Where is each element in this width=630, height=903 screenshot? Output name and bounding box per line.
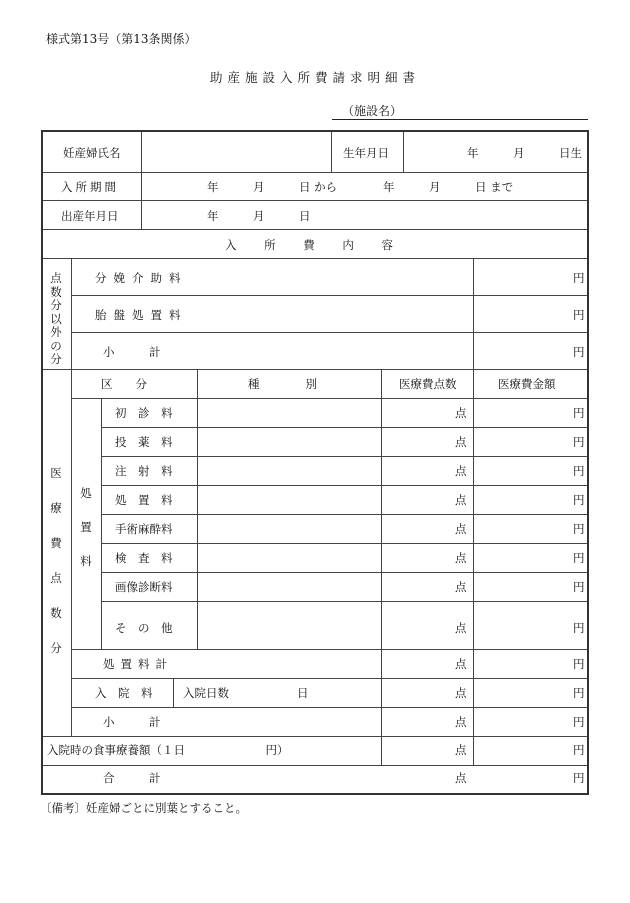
yen-unit: 円 (573, 715, 585, 729)
yen-unit: 円 (573, 435, 585, 449)
birth-date-label: 生年月日 (343, 146, 389, 160)
row-line (101, 543, 587, 544)
contents-header: 入 所 費 内 容 (224, 238, 406, 252)
yen-unit: 円 (573, 522, 585, 536)
form-number-label: 様式第13号（第13条関係） (46, 32, 197, 46)
patient-name-label: 妊産婦氏名 (63, 146, 121, 160)
yen-unit: 円 (573, 493, 585, 507)
col-line (173, 678, 174, 707)
type-column-header: 種 別 (248, 377, 317, 391)
delivery-assist-fee-label: 分娩介助料 (95, 271, 188, 285)
row-line (71, 398, 587, 399)
point-unit: 点 (455, 580, 467, 594)
delivery-assist-fee-unit: 円 (573, 271, 585, 285)
yen-unit: 円 (573, 621, 585, 635)
row-line (71, 295, 587, 296)
document-title: 助産施設入所費請求明細書 (209, 70, 420, 85)
meal-yen-unit: 円 (573, 743, 585, 757)
row-line (43, 258, 587, 259)
yen-unit: 円 (573, 551, 585, 565)
point-unit: 点 (455, 464, 467, 478)
points-subtotal-label: 小 計 (103, 715, 161, 729)
stay-from-field[interactable]: 年 月 日 から (207, 180, 338, 194)
col-line (473, 258, 474, 765)
col-line (331, 132, 332, 172)
point-unit: 点 (455, 686, 467, 700)
treatment-row-label: 手術麻酔料 (115, 522, 173, 536)
col-line (197, 369, 198, 649)
row-line (101, 572, 587, 573)
point-unit: 点 (455, 657, 467, 671)
yen-unit: 円 (573, 464, 585, 478)
treatment-row-label: 注 射 料 (115, 464, 173, 478)
treatment-row-label: 検 査 料 (115, 551, 173, 565)
row-line (71, 332, 587, 333)
row-line (71, 649, 587, 650)
stay-period-label: 入所期間 (61, 180, 119, 194)
grand-total-label: 合 計 (103, 771, 161, 785)
non-points-subtotal-label: 小 計 (103, 345, 161, 359)
row-line (101, 601, 587, 602)
footnote: 〔備考〕妊産婦ごとに別葉とすること。 (40, 801, 247, 815)
non-points-subtotal-unit: 円 (573, 345, 585, 359)
treatment-row-label: 初 診 料 (115, 406, 173, 420)
hospital-days-unit: 日 (297, 686, 309, 700)
stay-to-field[interactable]: 年 月 日 まで (383, 180, 514, 194)
points-column-header: 医療費点数 (399, 377, 457, 391)
col-line (381, 369, 382, 765)
row-line (43, 172, 587, 173)
row-line (101, 485, 587, 486)
row-line (43, 765, 587, 766)
row-line (71, 678, 587, 679)
point-unit: 点 (455, 621, 467, 635)
point-unit: 点 (455, 493, 467, 507)
facility-name-label: （施設名） (342, 104, 403, 118)
total-yen-unit: 円 (573, 771, 585, 785)
placenta-fee-unit: 円 (573, 308, 585, 322)
treatment-total-label: 処置料計 (103, 657, 173, 671)
point-unit: 点 (455, 551, 467, 565)
row-line (71, 707, 587, 708)
col-line (403, 132, 404, 172)
yen-unit: 円 (573, 657, 585, 671)
placenta-fee-label: 胎盤処置料 (95, 308, 188, 322)
facility-name-field[interactable] (332, 102, 588, 120)
point-unit: 点 (455, 435, 467, 449)
point-unit: 点 (455, 522, 467, 536)
hospitalization-fee-label: 入 院 料 (95, 686, 153, 700)
col-line (71, 258, 72, 736)
yen-unit: 円 (573, 580, 585, 594)
delivery-date-field[interactable]: 年 月 日 (207, 209, 311, 223)
birth-date-field[interactable]: 年 月 日生 (467, 146, 582, 160)
treatment-side-label: 処 置 料 (80, 486, 92, 568)
delivery-date-label: 出産年月日 (61, 209, 119, 223)
col-line (101, 398, 102, 649)
point-unit: 点 (455, 406, 467, 420)
amount-column-header: 医療費金額 (498, 377, 556, 391)
treatment-row-label: 投 薬 料 (115, 435, 173, 449)
row-line (43, 369, 587, 370)
total-point-unit: 点 (455, 771, 467, 785)
row-line (43, 200, 587, 201)
row-line (101, 456, 587, 457)
points-side-label: 医 療 費 点 数 分 (50, 466, 62, 655)
meal-cost-label: 入院時の食事療養額（１日 円） (47, 743, 289, 757)
row-line (43, 229, 587, 230)
patient-name-field[interactable] (142, 133, 330, 171)
claim-detail-table (41, 130, 589, 795)
non-points-side-label: 点 数 分 以 外 の 分 (50, 271, 62, 366)
point-unit: 点 (455, 715, 467, 729)
row-line (101, 427, 587, 428)
treatment-row-label: そ の 他 (115, 621, 173, 635)
yen-unit: 円 (573, 686, 585, 700)
row-line (101, 514, 587, 515)
category-column-header: 区 分 (101, 377, 147, 391)
meal-point-unit: 点 (455, 743, 467, 757)
treatment-row-label: 処 置 料 (115, 493, 173, 507)
treatment-row-label: 画像診断料 (115, 580, 173, 594)
row-line (43, 736, 587, 737)
yen-unit: 円 (573, 406, 585, 420)
hospital-days-label: 入院日数 (183, 686, 229, 700)
